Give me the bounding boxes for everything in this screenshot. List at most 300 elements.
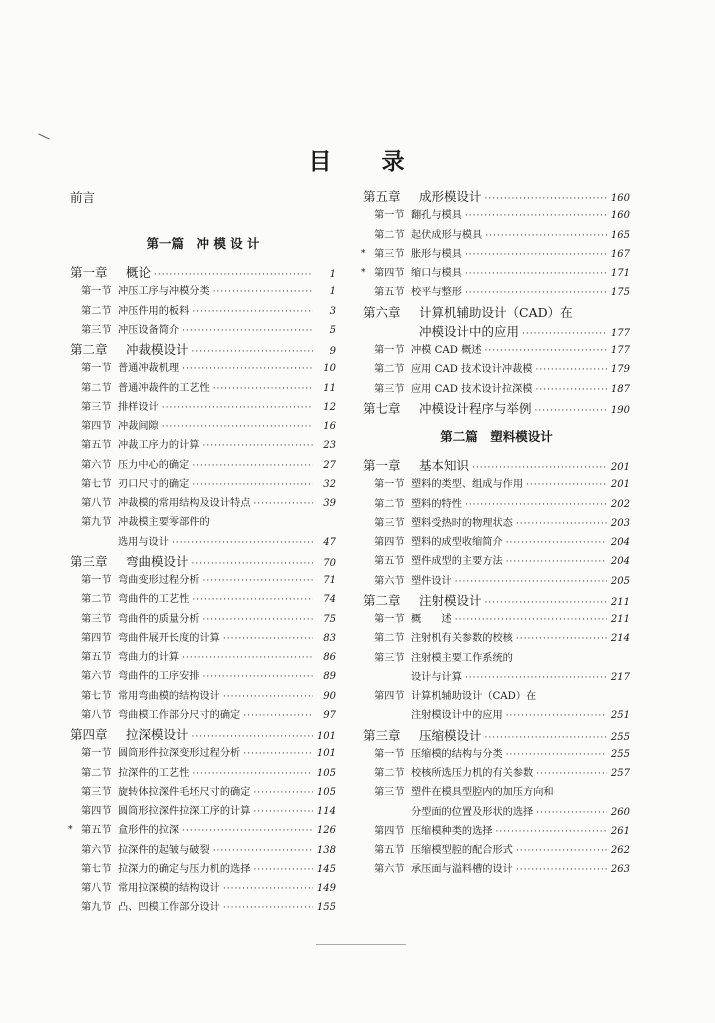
- toc-entry-label: 第三节: [374, 652, 405, 664]
- dot-leader: [455, 573, 607, 592]
- toc-page-number: 155: [316, 902, 336, 914]
- toc-entry-title: 弯曲力的计算: [118, 652, 180, 663]
- toc-chapter-row[interactable]: [70, 263, 336, 282]
- toc-page-number: 190: [610, 404, 630, 416]
- toc-page-number: 204: [610, 537, 630, 548]
- toc-section-row[interactable]: [363, 360, 630, 379]
- toc-page-number: 257: [610, 768, 630, 779]
- toc-entry-label: 第八节: [81, 498, 112, 509]
- toc-page-number: 201: [610, 462, 630, 473]
- toc-section-row[interactable]: [70, 513, 336, 532]
- toc-entry-label: 第四节: [81, 806, 112, 817]
- toc-entry-label: 第九节: [81, 517, 112, 529]
- dot-leader: [516, 861, 607, 880]
- toc-chapter-row[interactable]: [363, 322, 630, 341]
- toc-section-row[interactable]: [70, 379, 336, 398]
- toc-chapter-row[interactable]: [70, 552, 336, 571]
- toc-section-row[interactable]: [70, 417, 336, 436]
- toc-section-row[interactable]: [70, 321, 336, 340]
- toc-page-number: 138: [316, 844, 336, 856]
- dot-leader: [465, 669, 607, 688]
- dot-leader: [496, 823, 608, 842]
- toc-section-row[interactable]: [70, 879, 336, 898]
- dot-leader: [516, 515, 607, 534]
- toc-entry-title: 常用弯曲模的结构设计: [118, 690, 220, 702]
- toc-page-number: 179: [610, 364, 630, 376]
- toc-section-row[interactable]: [363, 860, 630, 879]
- dot-leader: [506, 534, 607, 553]
- toc-part-heading: 第二篇 塑料模设计: [440, 429, 553, 444]
- dot-leader: [465, 496, 607, 515]
- toc-entry-title: 凸、凹模工作部分设计: [118, 902, 220, 914]
- dot-leader: [182, 649, 313, 668]
- toc-entry-title: 常用拉深模的结构设计: [118, 883, 220, 894]
- toc-section-row[interactable]: [363, 264, 630, 283]
- toc-entry-label: 第三节: [374, 248, 405, 260]
- toc-entry-label: 第二节: [374, 498, 405, 510]
- dot-leader: [465, 246, 607, 265]
- toc-entry-title: 盒形件的拉深: [118, 825, 180, 837]
- toc-section-row[interactable]: [363, 822, 630, 841]
- dot-leader: [535, 402, 607, 421]
- toc-section-row[interactable]: [70, 571, 336, 590]
- toc-page-number: 75: [323, 613, 336, 625]
- toc-page-number: 74: [323, 594, 336, 606]
- toc-entry-label: 第六节: [81, 671, 112, 683]
- toc-entry-title: 选用与设计: [118, 536, 169, 548]
- toc-entry-title: 基本知识: [419, 458, 470, 473]
- toc-entry-title: 校平与整形: [411, 287, 462, 299]
- toc-entry-label: 第五节: [374, 845, 405, 856]
- toc-entry-title: 成形模设计: [419, 189, 482, 204]
- toc-section-row[interactable]: [70, 648, 336, 667]
- dot-leader: [192, 476, 313, 495]
- toc-section-row[interactable]: [363, 572, 630, 591]
- toc-entry-label: 第一节: [81, 575, 112, 586]
- toc-entry-title: 冲模设计中的应用: [419, 323, 520, 339]
- toc-page-number: 83: [323, 632, 336, 644]
- toc-chapter-row[interactable]: [363, 726, 630, 745]
- title-char-2: 录: [381, 149, 407, 175]
- toc-section-row[interactable]: [70, 494, 336, 513]
- dot-leader: [162, 418, 313, 437]
- scan-mark: [316, 944, 406, 945]
- toc-entry-title: 冲压件用的板料: [118, 305, 190, 317]
- toc-entry-title: 塑料的特性: [411, 498, 462, 510]
- toc-section-row[interactable]: [363, 226, 630, 245]
- toc-entry-title: 排样设计: [118, 401, 159, 413]
- toc-page-number: 105: [316, 786, 336, 798]
- dot-leader: [485, 342, 607, 361]
- toc-section-row[interactable]: [363, 533, 630, 552]
- toc-section-row[interactable]: [70, 706, 336, 725]
- toc-section-row[interactable]: [363, 475, 630, 494]
- toc-chapter-row[interactable]: [363, 591, 630, 610]
- toc-page-number: 167: [610, 248, 630, 260]
- toc-entry-title: 拉深模设计: [126, 727, 189, 742]
- toc-entry-label: 第一节: [81, 286, 112, 298]
- toc-entry-label: 第三节: [81, 401, 112, 413]
- toc-page-number: 175: [610, 287, 630, 299]
- toc-entry-label: 第一章: [363, 458, 401, 473]
- toc-entry-title: 弯曲模设计: [126, 553, 189, 569]
- toc-section-row[interactable]: [70, 436, 336, 455]
- toc-page-number: 1: [329, 269, 336, 280]
- toc-page-number: 255: [610, 731, 630, 743]
- toc-page-number: 145: [316, 863, 336, 875]
- toc-entry-label: 第四节: [81, 632, 112, 644]
- toc-entry-label: 第二章: [363, 592, 401, 608]
- toc-entry-label: 第五节: [81, 652, 112, 663]
- toc-entry-label: 第一节: [374, 479, 405, 491]
- toc-entry-title: 拉深力的确定与压力机的选择: [118, 863, 251, 875]
- toc-entry-label: 第二节: [81, 594, 112, 606]
- toc-section-row[interactable]: [70, 282, 336, 301]
- dot-leader: [223, 688, 313, 707]
- toc-section-row[interactable]: [70, 590, 336, 609]
- toc-section-row[interactable]: [70, 456, 336, 475]
- toc-entry-title: 计算机辅助设计（CAD）在: [419, 304, 573, 320]
- dot-leader: [253, 784, 313, 803]
- dot-leader: [465, 284, 607, 303]
- toc-entry-title: 冲模 CAD 概述: [411, 345, 482, 356]
- dot-leader: [465, 265, 607, 284]
- dot-leader: [182, 822, 313, 841]
- toc-intro[interactable]: 前言: [70, 190, 96, 205]
- toc-entry-label: 第三章: [70, 553, 108, 569]
- toc-entry-title: 拉深件的起皱与破裂: [118, 844, 210, 856]
- toc-page-number: 251: [610, 710, 630, 722]
- toc-entry-label: 第二节: [81, 767, 112, 779]
- toc-entry-title: 圆筒形件拉深变形过程分析: [118, 748, 241, 760]
- toc-section-row[interactable]: [70, 610, 336, 629]
- dot-leader: [192, 303, 313, 322]
- toc-section-row[interactable]: [363, 495, 630, 514]
- dot-leader: [536, 804, 607, 823]
- dot-leader: [253, 495, 313, 514]
- toc-entry-title: 起伏成形与模具: [411, 229, 483, 241]
- toc-entry-title: 弯曲件的工序安排: [118, 671, 200, 683]
- toc-part-heading: 第一篇 冲 模 设 计: [146, 236, 260, 251]
- toc-section-row[interactable]: [363, 668, 630, 687]
- dot-leader: [203, 668, 314, 687]
- toc-chapter-row[interactable]: [363, 187, 630, 206]
- dot-leader: [253, 803, 313, 822]
- toc-entry-title: 塑件成型的主要方法: [411, 556, 503, 568]
- toc-section-row[interactable]: [70, 629, 336, 648]
- toc-entry-label: 第一章: [70, 265, 108, 280]
- toc-page-number: 165: [610, 229, 630, 241]
- toc-page-number: 86: [323, 652, 336, 663]
- dot-leader: [203, 437, 314, 456]
- toc-entry-label: 第二节: [81, 382, 112, 394]
- toc-page-number: 23: [323, 440, 336, 452]
- toc-page-number: 171: [610, 268, 630, 279]
- toc-page-number: 90: [323, 690, 336, 702]
- toc-entry-title: 旋转体拉深件毛坯尺寸的确定: [118, 786, 251, 798]
- toc-entry-label: 第二节: [374, 633, 405, 645]
- toc-entry-title: 弯曲件展开长度的计算: [118, 632, 220, 644]
- toc-entry-title: 翻孔与模具: [411, 210, 462, 222]
- dot-leader: [506, 553, 607, 572]
- toc-section-row[interactable]: [363, 706, 630, 725]
- dot-leader: [203, 572, 314, 591]
- toc-entry-title: 压缩模型腔的配合形式: [411, 845, 513, 856]
- toc-page-number: 260: [610, 806, 630, 818]
- toc-section-row[interactable]: [70, 821, 336, 840]
- toc-section-row[interactable]: [363, 783, 630, 802]
- dot-leader: [536, 765, 607, 784]
- toc-section-row[interactable]: [363, 841, 630, 860]
- toc-entry-label: 第六节: [81, 459, 112, 471]
- toc-left-column: [70, 187, 336, 918]
- toc-entry-title: 压缩模的结构与分类: [411, 748, 503, 760]
- dot-leader: [192, 765, 313, 784]
- dot-leader: [243, 745, 313, 764]
- dot-leader: [535, 361, 607, 380]
- toc-page-number: 217: [610, 671, 630, 683]
- toc-entry-label: 第五章: [363, 189, 401, 204]
- dot-leader: [213, 842, 313, 861]
- toc-entry-title: 压缩模设计: [419, 727, 482, 743]
- toc-section-row[interactable]: [363, 764, 630, 783]
- toc-page-number: 262: [610, 845, 630, 856]
- toc-section-row[interactable]: [70, 764, 336, 783]
- toc-page-number: 187: [610, 383, 630, 395]
- toc-entry-label: 第四章: [70, 727, 108, 742]
- toc-section-row[interactable]: [70, 783, 336, 802]
- toc-entry-title: 概 述: [411, 614, 452, 625]
- toc-section-row[interactable]: [363, 649, 630, 668]
- toc-entry-label: 第二节: [374, 768, 405, 779]
- toc-entry-label: 第四节: [374, 691, 405, 702]
- toc-entry-title: 弯曲变形过程分析: [118, 575, 200, 586]
- dot-leader: [223, 880, 313, 899]
- toc-entry-label: 第六节: [81, 844, 112, 856]
- toc-page-number: 89: [323, 671, 336, 683]
- toc-entry-title: 冲裁模的常用结构及设计特点: [118, 498, 251, 509]
- toc-section-row[interactable]: [70, 687, 336, 706]
- toc-section-row[interactable]: [363, 803, 630, 822]
- toc-entry-label: 第一节: [81, 748, 112, 760]
- toc-entry-label: 第三节: [81, 324, 112, 336]
- toc-section-row[interactable]: [70, 841, 336, 860]
- toc-entry-label: 第三节: [81, 786, 112, 798]
- toc-section-row[interactable]: [70, 860, 336, 879]
- toc-entry-label: 第六章: [363, 304, 401, 320]
- toc-entry-title: 注射机有关参数的校核: [411, 633, 513, 645]
- toc-chapter-row[interactable]: [363, 399, 630, 418]
- toc-page-number: 205: [610, 575, 630, 587]
- toc-section-row[interactable]: [363, 745, 630, 764]
- dot-leader: [253, 861, 313, 880]
- toc-entry-title: 弯曲件的工艺性: [118, 594, 190, 606]
- toc-entry-label: 第八节: [81, 883, 112, 894]
- dot-leader: [243, 707, 313, 726]
- toc-entry-label: 第七节: [81, 863, 112, 875]
- toc-section-row[interactable]: [70, 898, 336, 917]
- scan-mark: [38, 134, 49, 140]
- toc-page-number: 114: [316, 806, 336, 817]
- dot-leader: [485, 227, 607, 246]
- toc-entry-title: 刃口尺寸的确定: [118, 478, 190, 490]
- toc-entry-title: 注射模设计中的应用: [411, 710, 503, 722]
- toc-section-row[interactable]: [70, 475, 336, 494]
- page-title: [0, 143, 715, 176]
- dot-leader: [172, 534, 313, 553]
- toc-page-number: 101: [316, 731, 336, 742]
- toc-chapter-row[interactable]: [363, 456, 630, 475]
- dot-leader: [223, 899, 313, 918]
- toc-page-number: 10: [323, 363, 336, 375]
- toc-chapter-row[interactable]: [363, 303, 630, 322]
- toc-entry-title: 冲裁间隙: [118, 421, 159, 432]
- toc-entry-label: 第四节: [374, 825, 405, 837]
- toc-entry-label: 第五节: [374, 287, 405, 299]
- toc-page-number: 16: [323, 421, 336, 432]
- toc-entry-label: 第五节: [81, 440, 112, 452]
- toc-page-number: 11: [323, 382, 336, 394]
- toc-page-number: 70: [323, 557, 336, 569]
- toc-page-number: 202: [610, 498, 630, 510]
- toc-entry-title: 缩口与模具: [411, 268, 462, 279]
- toc-section-row[interactable]: [363, 283, 630, 302]
- toc-page-number: 71: [323, 575, 336, 586]
- dot-leader: [516, 842, 607, 861]
- toc-chapter-row[interactable]: [70, 725, 336, 744]
- toc-entry-label: 第七章: [363, 400, 401, 416]
- toc-right-column: [363, 187, 630, 880]
- toc-entry-title: 弯曲模工作部分尺寸的确定: [118, 709, 241, 721]
- dot-leader: [213, 283, 313, 302]
- toc-section-row[interactable]: [70, 302, 336, 321]
- dot-leader: [213, 380, 313, 399]
- title-char-1: 目: [308, 149, 334, 175]
- dot-leader: [192, 457, 313, 476]
- toc-section-row[interactable]: [363, 629, 630, 648]
- toc-entry-label: 第五节: [81, 825, 112, 837]
- toc-page-number: 211: [610, 614, 630, 625]
- toc-section-row[interactable]: [363, 514, 630, 533]
- toc-entry-title: 压力中心的确定: [118, 459, 190, 471]
- dot-leader: [223, 630, 313, 649]
- toc-entry-label: 第六节: [374, 575, 405, 587]
- star-marker: *: [68, 825, 73, 836]
- toc-page-number: 160: [610, 193, 630, 204]
- toc-section-row[interactable]: [70, 533, 336, 552]
- toc-page-number: 203: [610, 517, 630, 529]
- dot-leader: [526, 476, 607, 495]
- toc-entry-label: 第七节: [81, 690, 112, 702]
- toc-section-row[interactable]: [363, 687, 630, 706]
- toc-entry-title: 应用 CAD 技术设计拉深模: [411, 383, 533, 395]
- dot-leader: [506, 746, 607, 765]
- toc-entry-label: 第二章: [70, 342, 108, 357]
- toc-page-number: 261: [610, 825, 630, 837]
- toc-entry-title: 胀形与模具: [411, 248, 462, 260]
- toc-entry-title: 概论: [126, 265, 152, 280]
- toc-page-number: 101: [316, 748, 336, 760]
- toc-entry-title: 塑料受热时的物理状态: [411, 517, 513, 529]
- toc-entry-label: 第七节: [81, 478, 112, 490]
- toc-entry-label: 第四节: [374, 268, 405, 279]
- toc-page-number: 214: [610, 633, 630, 645]
- toc-entry-title: 普通冲裁机理: [118, 363, 180, 375]
- toc-page-number: 9: [329, 346, 336, 357]
- toc-page-number: 177: [610, 345, 630, 356]
- dot-leader: [203, 611, 314, 630]
- toc-section-row[interactable]: [70, 667, 336, 686]
- toc-page-number: 1: [329, 286, 336, 298]
- toc-entry-label: 第三节: [374, 787, 405, 799]
- toc-page-number: 32: [323, 478, 336, 490]
- toc-page-number: 12: [323, 401, 336, 413]
- toc-entry-title: 普通冲裁件的工艺性: [118, 382, 210, 394]
- toc-page-number: 204: [610, 556, 630, 568]
- star-marker: *: [361, 268, 366, 278]
- toc-entry-label: 第三节: [374, 383, 405, 395]
- toc-page-number: 201: [610, 479, 630, 491]
- star-marker: *: [361, 248, 366, 259]
- toc-entry-title: 塑件在模具型腔内的加压方向和: [411, 787, 554, 799]
- toc-section-row[interactable]: [70, 802, 336, 821]
- toc-section-row[interactable]: [363, 552, 630, 571]
- toc-entry-label: 第八节: [81, 709, 112, 721]
- toc-section-row[interactable]: [363, 341, 630, 360]
- toc-section-row[interactable]: [363, 610, 630, 629]
- dot-leader: [162, 399, 313, 418]
- toc-section-row[interactable]: [70, 398, 336, 417]
- toc-page-number: 47: [323, 536, 336, 548]
- toc-entry-title: 压缩模种类的选择: [411, 825, 493, 837]
- toc-section-row[interactable]: [70, 359, 336, 378]
- toc-entry-title: 冲压设备简介: [118, 324, 180, 336]
- toc-entry-label: 第一节: [81, 363, 112, 375]
- toc-entry-title: 冲裁工序力的计算: [118, 440, 200, 452]
- toc-entry-label: 第一节: [374, 210, 405, 222]
- toc-page-number: 263: [610, 864, 630, 876]
- toc-page-number: 255: [610, 748, 630, 760]
- toc-entry-label: 第一节: [374, 345, 405, 356]
- toc-section-row[interactable]: [363, 380, 630, 399]
- toc-page-number: 5: [329, 324, 336, 336]
- dot-leader: [182, 360, 313, 379]
- toc-chapter-row[interactable]: [70, 340, 336, 359]
- toc-entry-title: 分型面的位置及形状的选择: [411, 806, 534, 818]
- toc-page-number: 126: [316, 825, 336, 837]
- toc-page-number: 211: [610, 596, 630, 608]
- toc-entry-title: 塑件设计: [411, 575, 452, 587]
- toc-entry-title: 计算机辅助设计（CAD）在: [411, 691, 537, 702]
- toc-entry-title: 塑料的类型、组成与作用: [411, 479, 524, 491]
- toc-entry-label: 第六节: [374, 864, 405, 876]
- dot-leader: [516, 630, 607, 649]
- toc-entry-title: 应用 CAD 技术设计冲裁模: [411, 364, 533, 376]
- toc-section-row[interactable]: [363, 206, 630, 225]
- toc-entry-title: 冲压工序与冲模分类: [118, 286, 210, 298]
- toc-page-number: 177: [610, 327, 630, 339]
- dot-leader: [465, 207, 607, 226]
- toc-page-number: 97: [323, 709, 336, 721]
- toc-entry-title: 冲裁模主要零部件的: [118, 517, 210, 529]
- dot-leader: [192, 591, 313, 610]
- toc-section-row[interactable]: [363, 245, 630, 264]
- toc-entry-title: 设计与计算: [411, 671, 462, 683]
- toc-section-row[interactable]: [70, 744, 336, 763]
- toc-entry-title: 弯曲件的质量分析: [118, 613, 200, 625]
- toc-entry-title: 圆筒形拉深件拉深工序的计算: [118, 806, 251, 817]
- toc-entry-title: 注射模主要工作系统的: [411, 652, 513, 664]
